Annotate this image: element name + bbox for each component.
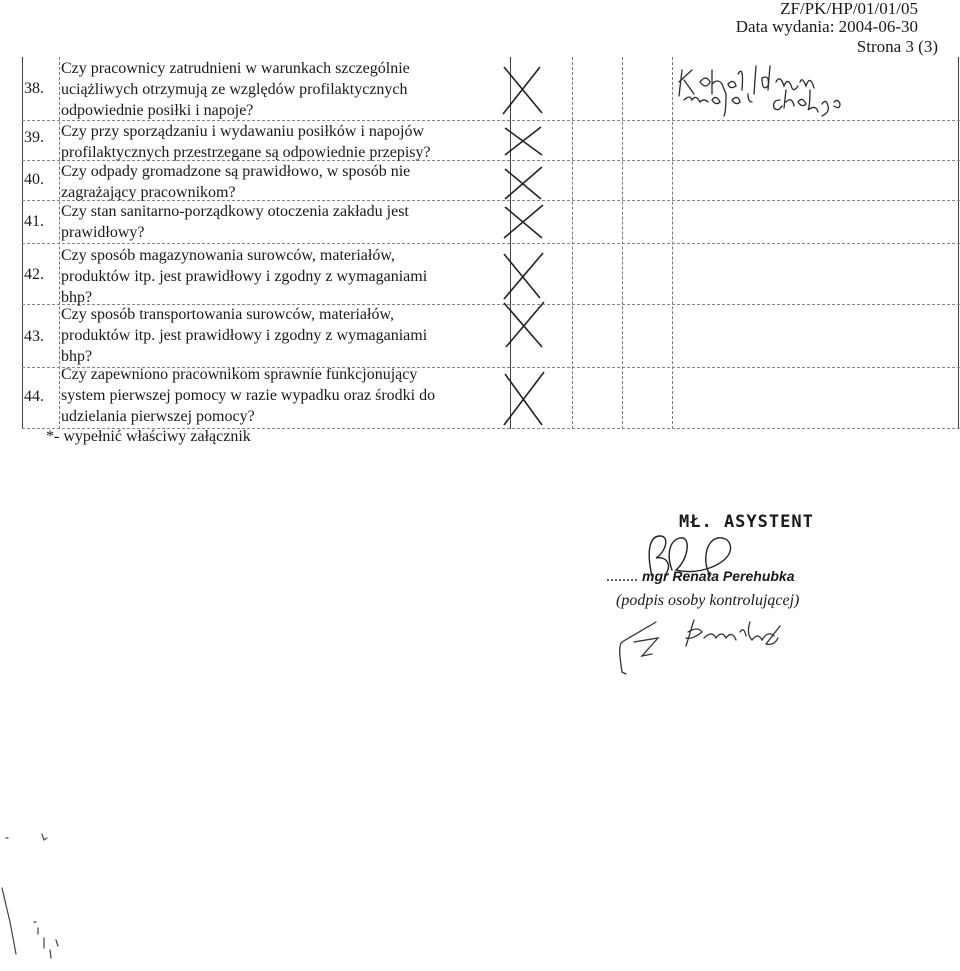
question-line: bhp? (61, 348, 93, 365)
question-number: 44. (24, 388, 44, 405)
signature-caption: (podpis osoby kontrolującej) (616, 592, 800, 609)
question-row-40 (22, 161, 522, 201)
question-row-43 (22, 304, 522, 367)
row-divider (22, 243, 960, 244)
checkbox-x-mark[interactable] (500, 164, 546, 202)
question-line: prawidłowy? (61, 224, 145, 241)
question-line: uciążliwych otrzymują ze względów profilaktycznych (61, 81, 408, 98)
question-text (61, 201, 519, 243)
handwritten-note (676, 60, 916, 120)
question-text (61, 245, 519, 308)
question-line: Czy sposób magazynowania surowców, materiałów, (61, 247, 395, 264)
checkbox-x-mark[interactable] (500, 63, 546, 117)
question-line: Czy stan sanitarno-porządkowy otoczenia zakładu jest (61, 203, 409, 220)
question-line: udzielania pierwszej pomocy? (61, 408, 255, 425)
question-row-44 (22, 364, 522, 427)
footnote: *- wypełnić właściwy załącznik (46, 428, 251, 445)
checkbox-x-mark[interactable] (500, 250, 546, 302)
checkbox-x-mark[interactable] (500, 203, 546, 241)
question-number: 39. (24, 129, 44, 146)
signature-dots: ........ (606, 568, 638, 585)
handwritten-signature (626, 530, 766, 590)
question-number: 42. (24, 266, 44, 283)
question-line: Czy sposób transportowania surowców, materiałów, (61, 306, 394, 323)
question-number: 43. (24, 328, 44, 345)
question-row-38 (22, 58, 522, 121)
question-line: bhp? (61, 289, 93, 306)
question-line: Czy odpady gromadzone są prawidłowo, w sposób nie (61, 163, 411, 180)
checkbox-x-mark[interactable] (500, 124, 546, 158)
checkbox-x-mark[interactable] (500, 370, 546, 428)
question-row-41 (22, 201, 522, 243)
question-text (61, 161, 519, 203)
question-line: odpowiednie posiłki i napoje? (61, 102, 254, 119)
question-row-42 (22, 245, 522, 306)
question-line: profilaktycznych przestrzegane są odpowiednie przepisy? (61, 144, 431, 161)
signatory-name: mgr Renata Perehubka (642, 568, 795, 584)
question-text (61, 121, 519, 163)
signatory-title: MŁ. ASYSTENT (679, 512, 814, 532)
checkbox-x-mark[interactable] (500, 300, 546, 350)
question-number: 41. (24, 213, 44, 230)
question-line: Czy pracownicy zatrudnieni w warunkach szczególnie (61, 60, 410, 77)
scan-artifact-marks (0, 826, 80, 966)
question-number: 38. (24, 80, 44, 97)
question-line: Czy zapewniono pracownikom sprawnie funkcjonujący (61, 366, 418, 383)
question-line: zagrażający pracownikom? (61, 184, 236, 201)
question-line: system pierwszej pomocy w razie wypadku oraz środki do (61, 387, 436, 404)
question-line: produktów itp. jest prawidłowy i zgodny z wymaganiami (61, 268, 428, 285)
handwritten-signature (616, 612, 836, 692)
question-text (61, 304, 519, 367)
question-row-39 (22, 121, 522, 161)
question-line: produktów itp. jest prawidłowy i zgodny z wymaganiami (61, 327, 428, 344)
question-text (61, 364, 519, 427)
question-line: Czy przy sporządzaniu i wydawaniu posiłków i napojów (61, 123, 425, 140)
issue-date: Data wydania: 2004-06-30 (735, 17, 918, 36)
document-code: ZF/PK/HP/01/01/05 (780, 0, 918, 18)
question-text (61, 58, 519, 121)
page-number: Strona 3 (3) (856, 37, 938, 56)
question-number: 40. (24, 171, 44, 188)
